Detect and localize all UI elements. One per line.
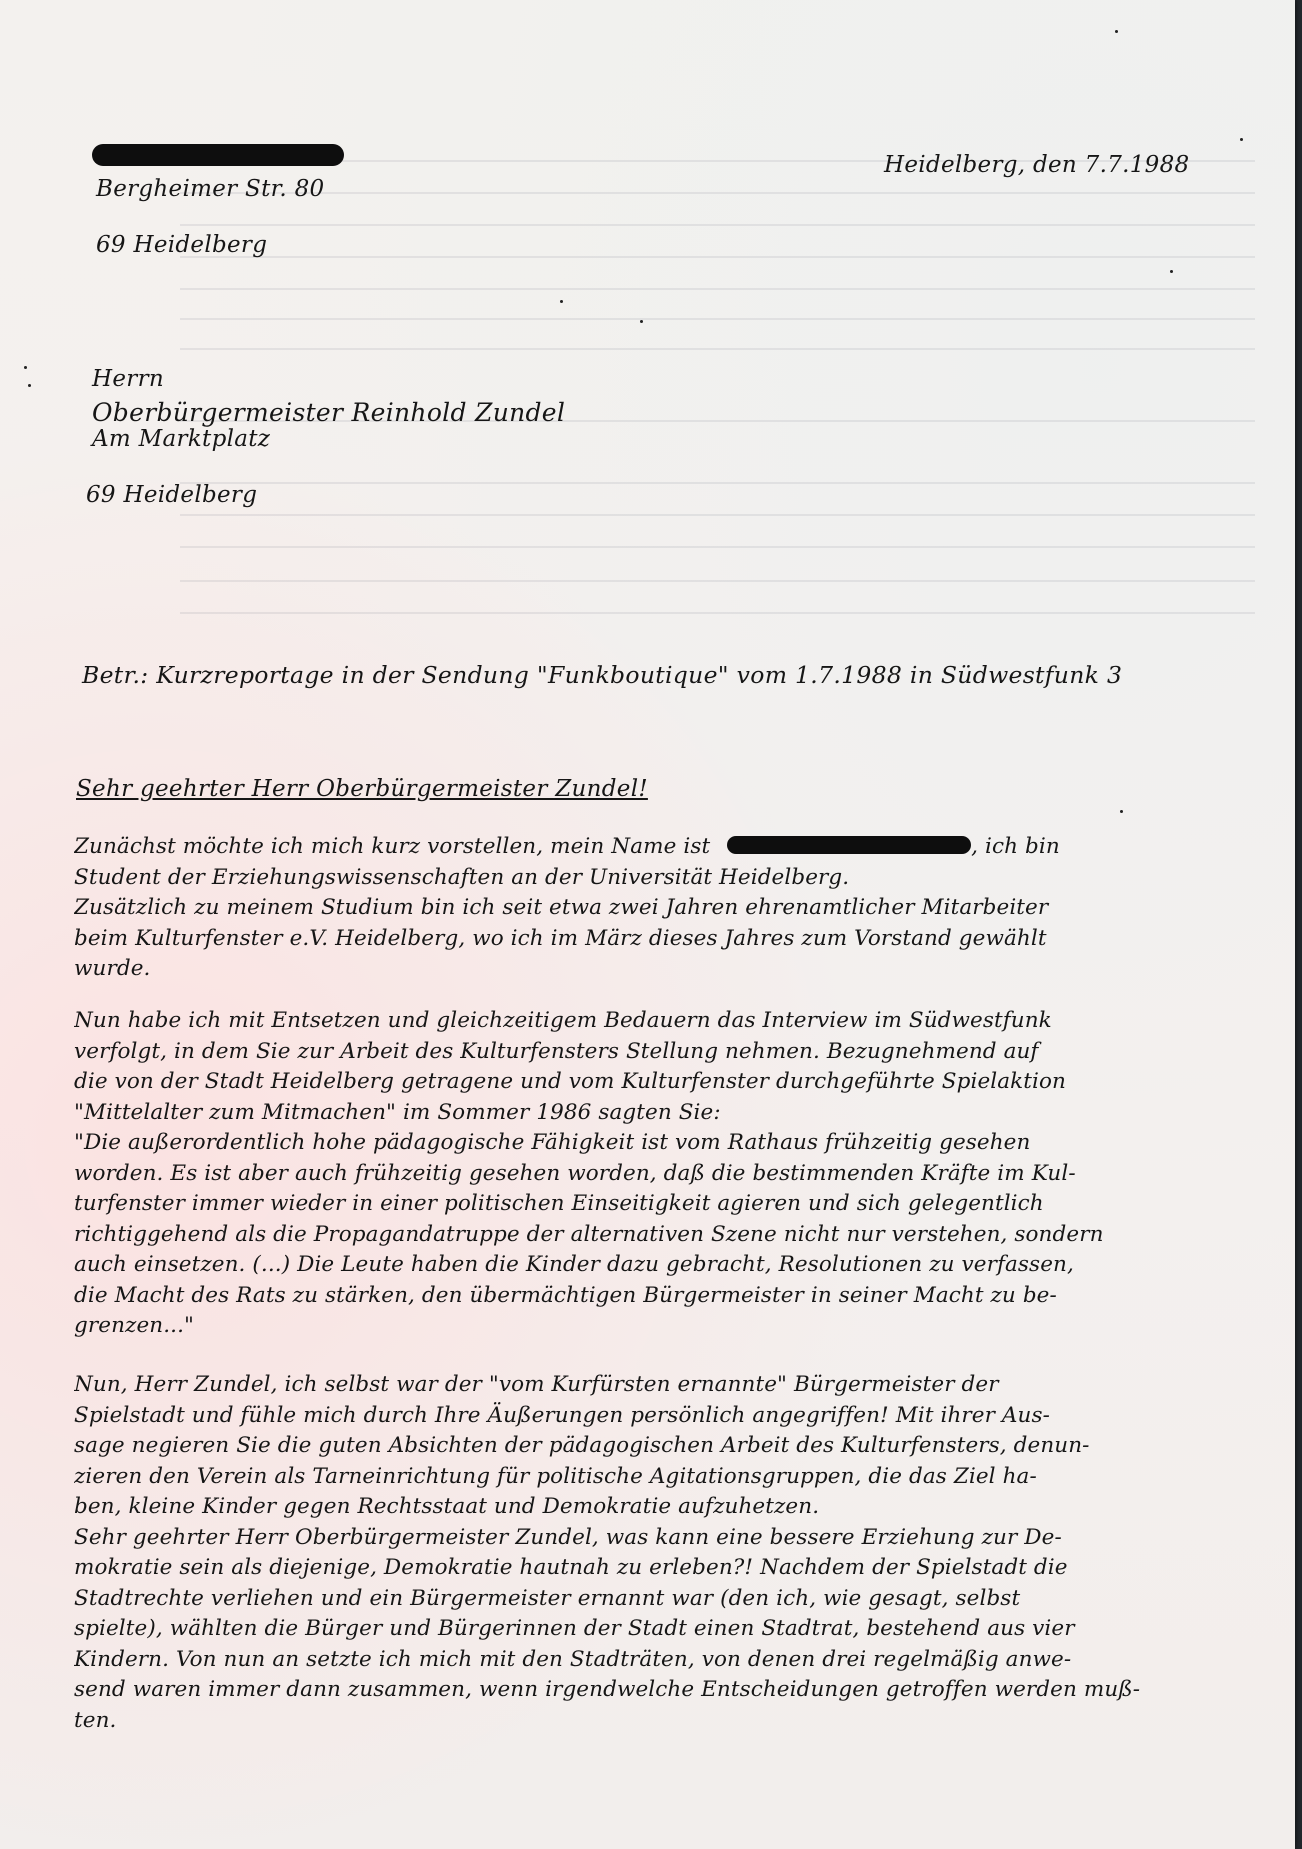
- paragraph-intro: [74, 832, 1214, 985]
- text-line: grenzen...": [74, 1313, 195, 1338]
- text-line: worden. Es ist aber auch frühzeitig gesehen worden, daß die bestimmenden Kräfte im Kul-: [74, 1160, 1076, 1186]
- text-line: ten.: [74, 1707, 117, 1733]
- recipient-salutation: Herrn: [92, 366, 164, 392]
- redacted-author-name: [727, 836, 971, 854]
- recipient-name: Oberbürgermeister Reinhold Zundel: [92, 398, 566, 427]
- text-line: richtiggehend als die Propagandatruppe der alternativen Szene nicht nur verstehen, sondern: [74, 1221, 1104, 1247]
- subject-line: Betr.: Kurzreportage in der Sendung "Funkboutique" vom 1.7.1988 in Südwestfunk 3: [82, 661, 1123, 689]
- sender-street: Bergheimer Str. 80: [96, 176, 325, 202]
- recipient-street: Am Marktplatz: [92, 426, 271, 452]
- text-line: die Macht des Rats zu stärken, den übermächtigen Bürgermeister in seiner Macht zu be-: [74, 1282, 1057, 1308]
- text-line: Zusätzlich zu meinem Studium bin ich seit etwa zwei Jahren ehrenamtlicher Mitarbeiter: [74, 895, 1049, 920]
- place-date: Heidelberg, den 7.7.1988: [884, 152, 1190, 178]
- text-line: turfenster immer wieder in einer politischen Einseitigkeit agieren und sich gelegentlich: [74, 1191, 1044, 1216]
- text-line: verfolgt, in dem Sie zur Arbeit des Kulturfensters Stellung nehmen. Bezugnehmend auf: [74, 1038, 1039, 1064]
- text-line: spielte), wählten die Bürger und Bürgerinnen der Stadt einen Stadtrat, bestehend aus vier: [74, 1616, 1075, 1641]
- text-line: wurde.: [74, 956, 151, 981]
- text-line: Sehr geehrter Herr Oberbürgermeister Zundel, was kann eine bessere Erziehung zur De-: [74, 1524, 1062, 1550]
- redacted-sender-name: [92, 144, 344, 166]
- text-line: Kindern. Von nun an setzte ich mich mit den Stadträten, von denen drei regelmäßig anwe-: [74, 1646, 1072, 1672]
- text-line: zieren den Verein als Tarneinrichtung für politische Agitationsgruppen, die das Ziel ha-: [74, 1463, 1037, 1489]
- text-line: auch einsetzen. (...) Die Leute haben die Kinder dazu gebracht, Resolutionen zu verfassen,: [74, 1252, 1074, 1277]
- text-line: beim Kulturfenster e.V. Heidelberg, wo ich im März dieses Jahres zum Vorstand gewählt: [74, 925, 1047, 951]
- text-fragment: , ich bin: [971, 834, 1060, 859]
- text-line: ben, kleine Kinder gegen Rechtsstaat und Demokratie aufzuhetzen.: [74, 1494, 820, 1519]
- text-line: Spielstadt und fühle mich durch Ihre Äußerungen persönlich angegriffen! Mit ihrer Aus-: [74, 1402, 1051, 1428]
- text-line: Student der Erziehungswissenschaften an der Universität Heidelberg.: [74, 864, 850, 890]
- sender-city: 69 Heidelberg: [96, 232, 268, 258]
- text-line: die von der Stadt Heidelberg getragene und vom Kulturfenster durchgeführte Spielaktion: [74, 1069, 1067, 1094]
- text-line: send waren immer dann zusammen, wenn irgendwelche Entscheidungen getroffen werden muß-: [74, 1677, 1141, 1702]
- text-line: Stadtrechte verliehen und ein Bürgermeister ernannt war (den ich, wie gesagt, selbst: [74, 1585, 1021, 1611]
- text-fragment: Zunächst möchte ich mich kurz vorstellen, mein Name ist: [74, 834, 711, 859]
- paragraph-interview: [74, 1006, 1214, 1342]
- text-line: mokratie sein als diejenige, Demokratie hautnah zu erleben?! Nachdem der Spielstadt die: [74, 1555, 1068, 1580]
- text-line: "Die außerordentlich hohe pädagogische Fähigkeit ist vom Rathaus frühzeitig gesehen: [74, 1130, 1031, 1155]
- text-line: sage negieren Sie die guten Absichten der pädagogischen Arbeit des Kulturfensters, denun-: [74, 1433, 1090, 1458]
- text-line: "Mittelalter zum Mitmachen" im Sommer 1986 sagten Sie:: [74, 1099, 721, 1125]
- text-line: Nun, Herr Zundel, ich selbst war der "vom Kurfürsten ernannte" Bürgermeister der: [74, 1372, 999, 1397]
- text-line: [74, 832, 1214, 863]
- greeting: Sehr geehrter Herr Oberbürgermeister Zundel!: [76, 776, 648, 802]
- text-line: Nun habe ich mit Entsetzen und gleichzeitigem Bedauern das Interview im Südwestfunk: [74, 1008, 1052, 1033]
- recipient-city: 69 Heidelberg: [86, 482, 258, 508]
- paragraph-response: [74, 1370, 1214, 1736]
